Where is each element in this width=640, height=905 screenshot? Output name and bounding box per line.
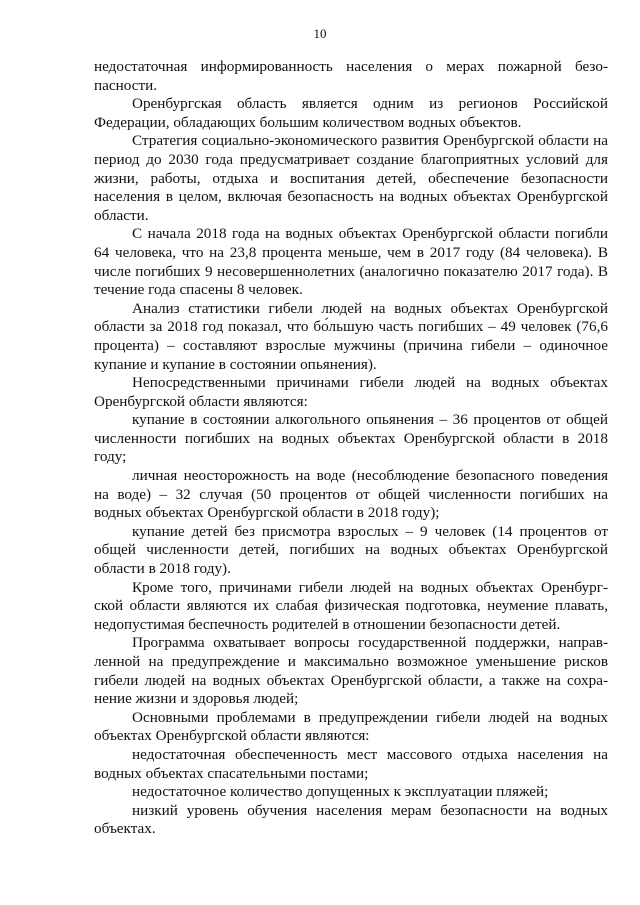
document-body xyxy=(94,58,608,839)
paragraph-12: Основными проблемами в предупреждении гибели людей на водных объектах Оренбургской области являются: xyxy=(94,708,608,745)
list-item-carelessness: личная неосторожность на воде (несоблюдение безопасного поведения на воде) – 32 случая (50 процентов от общей численности погибших на водных объектах Оренбургской области в 2018 году); xyxy=(94,467,608,522)
paragraph-6: Непосредственными причинами гибели людей на водных объектах Оренбургской области являются: xyxy=(94,374,608,410)
list-item-alcohol: купание в состоянии алкогольного опьянения – 36 процентов от общей численности погибших на водных объектах Оренбургской области в 2018 году; xyxy=(94,411,608,466)
list-item-children: купание детей без присмотра взрослых – 9 человек (14 процентов от общей численности детей, погибших на водных объектах Оренбургской области в 2018 году). xyxy=(94,522,608,578)
list-item-training: низкий уровень обучения населения мерам безопасности на водных объектах. xyxy=(94,801,608,838)
paragraph-11: Программа охватывает вопросы государственной поддержки, направ-ленной на предупреждение и максимально возможное уменьшение рисков гибели людей на водных объектах Оренбургской области, а также на сохра-нение жизни и здоровья людей; xyxy=(94,634,608,708)
list-item-beaches: недостаточное количество допущенных к эксплуатации пляжей; xyxy=(132,783,549,801)
paragraph-10: Кроме того, причинами гибели людей на водных объектах Оренбург-ской области являются их слабая физическая подготовка, неумение плавать, недопустимая беспечность родителей в отношении безопасности детей. xyxy=(94,578,608,633)
paragraph-5: Анализ статистики гибели людей на водных объектах Оренбургской области за 2018 год показал, что бо́льшую часть погибших – 49 человек (76,6 процента) – составляют взрослые мужчины (причина гибели – одиночное купание и купание в состоянии опьянения). xyxy=(94,299,608,373)
paragraph-2: Оренбургская область является одним из регионов Российской Федерации, обладающих большим количеством водных объектов. xyxy=(94,95,608,131)
paragraph-4: С начала 2018 года на водных объектах Оренбургской области погибли 64 человека, что на 23,8 процента меньше, чем в 2017 году (84 человека). В числе погибших 9 несовершеннолетних (аналогично показателю 2017 года). В течение года спасены 8 человек. xyxy=(94,225,608,299)
list-item-rescue-posts: недостаточная обеспеченность мест массового отдыха населения на водных объектах спасательными постами; xyxy=(94,745,608,782)
page-number: 10 xyxy=(313,26,327,41)
paragraph-3: Стратегия социально-экономического развития Оренбургской области на период до 2030 года предусматривает создание благоприятных условий для жизни, работы, отдыха и воспитания детей, обеспечение безопасности населения в целом, включая безопасность на водных объектах Оренбургской области. xyxy=(94,132,608,224)
paragraph-1: недостаточная информированность населения о мерах пожарной безо-пасности. xyxy=(94,58,608,94)
